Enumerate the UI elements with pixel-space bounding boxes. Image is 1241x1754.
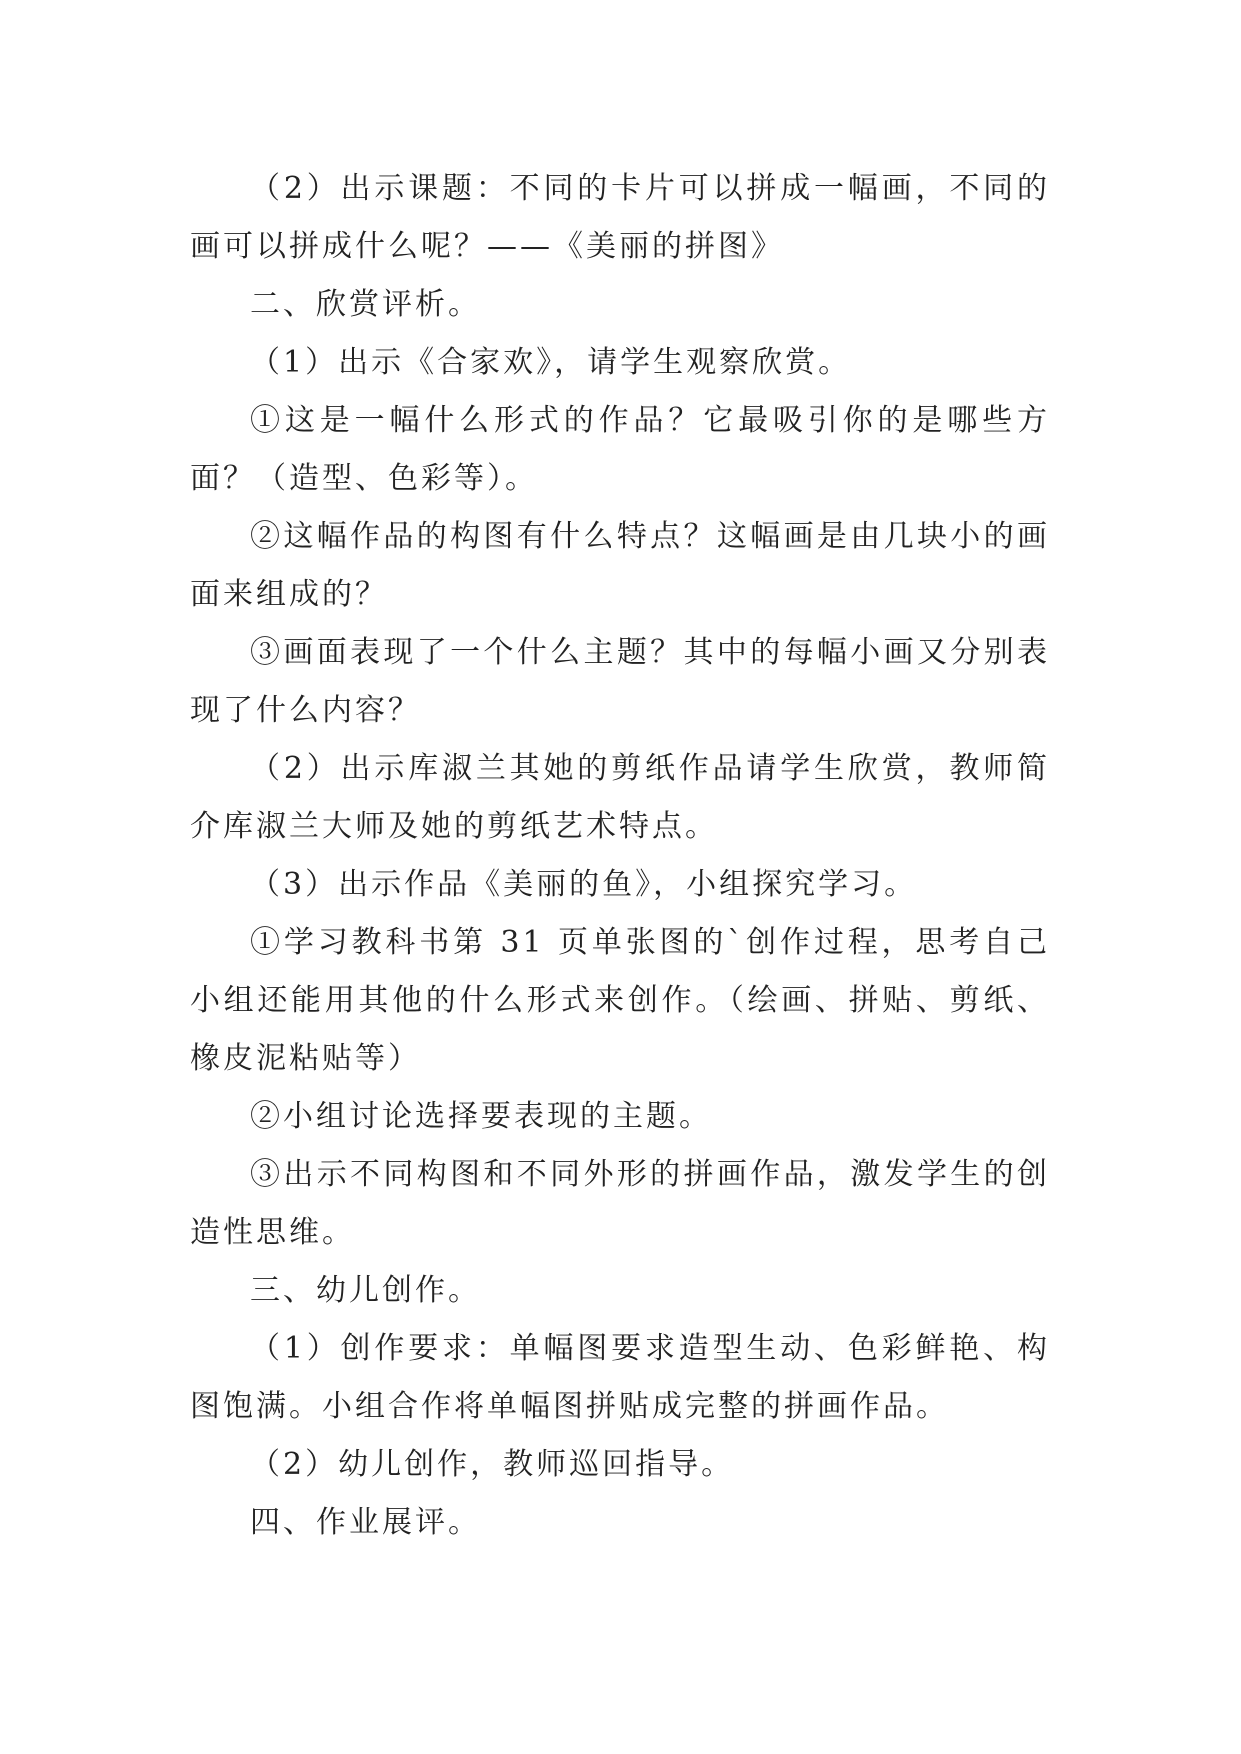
paragraph-study-3: ③出示不同构图和不同外形的拼画作品，激发学生的创造性思维。	[190, 1157, 1050, 1250]
paragraph-study-1: ①学习教科书第 31 页单张图的`创作过程，思考自己小组还能用其他的什么形式来创作。（绘画、拼贴、剪纸、橡皮泥粘贴等）	[190, 925, 1050, 1076]
paragraph-question-2: ②这幅作品的构图有什么特点？这幅画是由几块小的画面来组成的？	[190, 519, 1050, 612]
paragraph-study-2: ②小组讨论选择要表现的主题。	[250, 1099, 712, 1134]
heading-creation: 三、幼儿创作。	[250, 1273, 481, 1308]
paragraph-question-1: ①这是一幅什么形式的作品？它最吸引你的是哪些方面？（造型、色彩等）。	[190, 403, 1050, 496]
heading-appreciation: 二、欣赏评析。	[250, 287, 481, 322]
document-body	[190, 160, 1050, 1552]
paragraph-creation-guidance: （2）幼儿创作，教师巡回指导。	[250, 1447, 735, 1482]
paragraph-show-topic: （2）出示课题：不同的卡片可以拼成一幅画，不同的画可以拼成什么呢？——《美丽的拼图》	[190, 171, 1050, 264]
paragraph-show-fish: （3）出示作品《美丽的鱼》，小组探究学习。	[250, 867, 918, 902]
paragraph-show-hejiahuan: （1）出示《合家欢》，请学生观察欣赏。	[250, 345, 852, 380]
heading-evaluation: 四、作业展评。	[250, 1505, 481, 1540]
paragraph-show-papercut: （2）出示库淑兰其她的剪纸作品请学生欣赏，教师简介库淑兰大师及她的剪纸艺术特点。	[190, 751, 1050, 844]
paragraph-creation-requirements: （1）创作要求：单幅图要求造型生动、色彩鲜艳、构图饱满。小组合作将单幅图拼贴成完整的拼画作品。	[190, 1331, 1050, 1424]
paragraph-question-3: ③画面表现了一个什么主题？其中的每幅小画又分别表现了什么内容？	[190, 635, 1050, 728]
